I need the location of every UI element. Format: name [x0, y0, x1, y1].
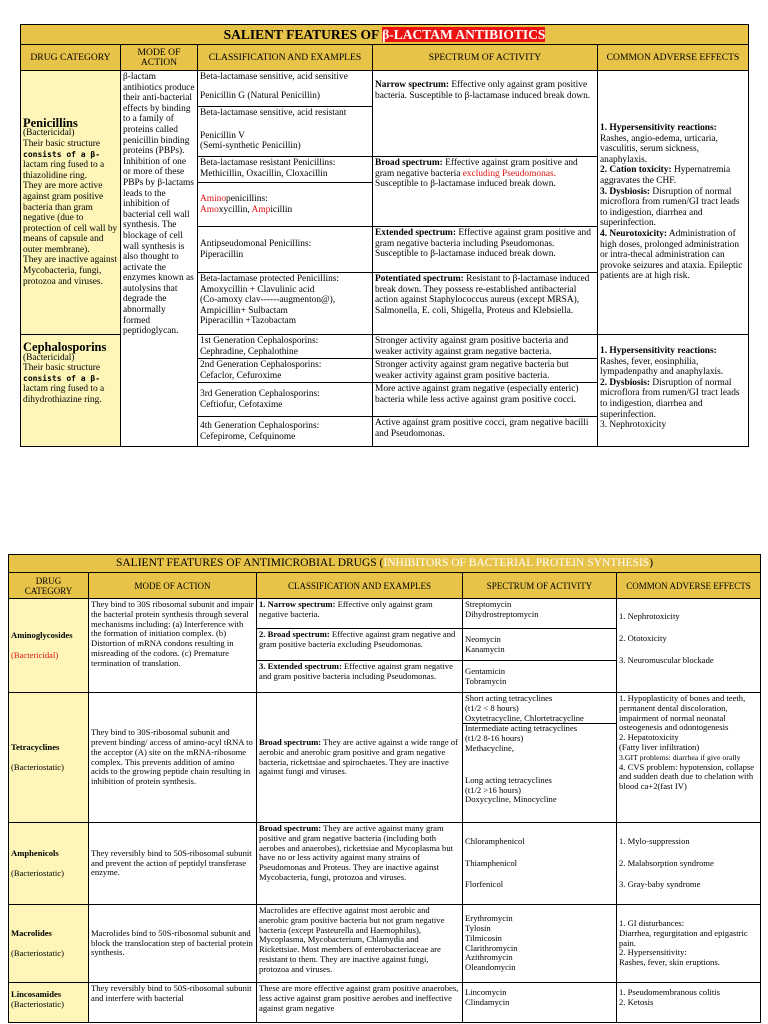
c1a: Beta-lactamase sensitive, acid sensitive: [200, 72, 348, 82]
amino-c3: Effective against gram negative and gram positive bacteria including Pseudomonas.: [259, 661, 453, 681]
t2-header-drug-category: DRUG CATEGORY: [9, 573, 89, 599]
linco-type: (Bacteriostatic): [11, 998, 64, 1009]
ca3: 3. Nephrotoxicity: [600, 420, 667, 431]
linco-e1: Lincomycin: [465, 987, 507, 997]
amino-mode: They bind to 30S ribosomal subunit and impair the bacterial protein synthesis through several mechanisms including: (a) Interference with the formation of initiation complex. (b) Distortion of mRNA condons resulting in misreading of the codons. (c) Premature termination of translation.: [89, 599, 257, 693]
pa2: Hypernatremia aggravates the CHF.: [600, 165, 731, 187]
ca2b: 2. Dysbiosis:: [600, 377, 651, 388]
class-row4: [198, 183, 373, 227]
ceph-desc1: Their basic structure: [23, 363, 101, 374]
penicillins-cell: [21, 71, 121, 335]
c2b: Penicillin V: [200, 130, 245, 141]
amphenicols-cell: [9, 823, 89, 905]
tetra-e1: Short acting tetracyclines: [465, 693, 553, 703]
tetra-e2b: (t1/2 8-16 hours): [465, 733, 524, 744]
c3b: Methicillin, Oxacillin, Cloxacillin: [200, 168, 328, 179]
c6c: (Co-amoxy clav------augmenton@),: [200, 295, 336, 306]
ceph-gen3: [198, 383, 373, 417]
amino-a1: 1. Nephrotoxicity: [619, 611, 680, 621]
c4a-red: Amino: [200, 193, 227, 204]
amino-class1: [257, 599, 463, 629]
t2-title-prefix: SALIENT FEATURES OF ANTIMICROBIAL DRUGS (: [115, 557, 384, 569]
tetra-e3c: Doxycycline, Minocycline: [465, 794, 557, 805]
tetra-a1: 1. Hypoplasticity of bones and teeth, permanent dental discoloration, impairment of normal neonatal osteogenesis and odontogenesis: [619, 693, 746, 733]
ceph-spectrum1: Stronger activity against gram positive bacteria and weaker activity against gram negative bacteria.: [373, 335, 598, 359]
linco-class: These are more effective against gram positive anaerobes, less active against gram positive aerobes and ineffective against gram negative: [257, 983, 463, 1023]
class-row2: [198, 107, 373, 157]
amphe-e3: Florfenicol: [465, 879, 504, 890]
mode-of-action-cell: β-lactam antibiotics produce their anti-bacterial effects by binding to a family of proteins called penicillin binding proteins (PBPs). Inhibition of one or more of these PBPs by β-lactams leads to the inhibition of bacterial cell wall synthesis. The blockage of cell wall synthesis is also thought to activate the enzymes known as autolysins that degrade the abnormally formed peptidoglycan.: [121, 71, 198, 447]
amino-ex1: [463, 599, 617, 629]
ceph-spectrum2: Stronger activity against gram negative bacteria but weaker activity against gram positive bacteria.: [373, 359, 598, 383]
macro-a1b: Diarrhea, regurgitation and epigastric pain.: [619, 927, 748, 948]
ceph-gen4: [198, 417, 373, 447]
g3b: Ceftiofur, Cefotaxime: [200, 399, 283, 410]
header-classification: CLASSIFICATION AND EXAMPLES: [198, 45, 373, 71]
protein-synthesis-table: [8, 554, 761, 1023]
tetra-e3b: (t1/2 >16 hours): [465, 784, 521, 795]
pen-adverse-cell: [598, 71, 749, 335]
ceph-spectrum4: Active against gram positive cocci, gram negative bacilli and Pseudomonas.: [373, 417, 598, 447]
tetracyclines-cell: [9, 693, 89, 823]
c6d: Ampicillin+ Sulbactam: [200, 305, 288, 316]
g2b: Cefaclor, Cefuroxime: [200, 370, 282, 381]
lincosamides-cell: [9, 983, 89, 1023]
amino-e1: Streptomycin: [465, 599, 512, 609]
amphe-adverse: [617, 823, 761, 905]
macro-e2: Tylosin: [465, 922, 491, 933]
tetra-class: [257, 693, 463, 823]
ceph-desc-bold: consists of a β-: [23, 373, 101, 383]
c6b: Amoxycillin + Clavulinic acid: [200, 284, 315, 295]
macro-a1: 1. GI disturbances:: [619, 918, 685, 928]
macro-e1: Erythromycin: [465, 913, 513, 924]
t2-title-suffix: ): [649, 557, 654, 569]
g2a: 2nd Generation Cephalosporins:: [200, 360, 322, 371]
pen-desc4: They are inactive against Mycobacteria, fungi, protozoa and viruses.: [23, 255, 117, 287]
header-spectrum: SPECTRUM OF ACTIVITY: [373, 45, 598, 71]
tetra-e3: Long acting tetracyclines: [465, 774, 552, 785]
amphe-a2: 2. Malabsorption syndrome: [619, 857, 714, 868]
potentiated-spectrum-cell: [373, 273, 598, 335]
amino-type: (Bactericidal): [11, 649, 59, 660]
pen-desc1: Their basic structure: [23, 138, 101, 149]
penicillins-name: Penicillins: [23, 115, 78, 130]
g1a: 1st Generation Cephalosporins:: [200, 336, 319, 346]
class-row3: [198, 157, 373, 183]
c5a: Antipseudomonal Penicillins:: [200, 238, 312, 249]
amphe-class: [257, 823, 463, 905]
ceph-type: (Bactericidal): [23, 352, 75, 363]
tetra-e2: Intermediate acting tetracyclines: [463, 723, 616, 734]
s2b: Susceptible to β-lactamase induced break down.: [375, 179, 556, 190]
amino-ex2: [463, 629, 617, 661]
amino-e2: Neomycin: [465, 633, 501, 644]
macrolides-cell: [9, 905, 89, 983]
penicillins-desc: [23, 139, 118, 181]
macro-class: Macrolides are effective against most aerobic and anerobic gram positive bacteria but not gram negative bacteria (except Pasteurella and Haemophilus), Mycoplasma, Mycobacterium, Chlamydia and Rickettsiae. Most members of enterobacteriaceae are resistant to them. They are inactive against fungi, protozoa and viruses.: [257, 905, 463, 983]
linco-name: Lincosamides: [11, 989, 62, 999]
amino-e2b: Kanamycin: [465, 643, 505, 654]
amphe-a1: 1. Mylo-suppression: [619, 835, 690, 846]
amphe-examples: [463, 823, 617, 905]
tetra-e2c: Methacycline,: [465, 742, 514, 753]
s1-bold: Narrow spectrum:: [375, 80, 450, 90]
amino-ex3: [463, 661, 617, 693]
amphe-name: Amphenicols: [11, 847, 59, 858]
c4a: penicillins:: [226, 193, 268, 204]
header-mode-of-action: MODE OF ACTION: [121, 45, 198, 71]
c6e: Piperacillin +Tazobactam: [200, 316, 296, 327]
pen-desc3: They are more active against gram positive bacteria than gram negative (due to protection of cell wall by means of capsule and outer membrane).: [23, 181, 118, 255]
g4a: 4th Generation Cephalosporins:: [200, 421, 320, 432]
pa4: Administration of high doses, prolonged administration or intra-thecal administration can provoke seizures and ataxia. Epileptic patients are at high risk.: [600, 228, 743, 282]
amphe-a3: 3. Gray-baby syndrome: [619, 879, 701, 890]
amphe-e1: Chloramphenicol: [465, 835, 525, 846]
macro-a2: 2. Hypersensitivity:: [619, 947, 687, 958]
tetra-examples: [463, 693, 617, 823]
cephalosporins-cell: [21, 335, 121, 447]
tetra-e1c: Oxytetracycline, Chlortetracycline: [465, 712, 584, 723]
c4b2: icillin: [270, 204, 293, 215]
ceph-gen2: [198, 359, 373, 383]
class-row5: [198, 227, 373, 273]
tetra-cb: Broad spectrum:: [259, 736, 322, 747]
tetra-a4: 4. CVS problem: hypotension, collapse and sudden death due to chelation with blood ca+2(fast IV): [619, 761, 755, 792]
title-highlight: β-LACTAM ANTIBIOTICS: [382, 27, 546, 42]
c2c: (Semi-synthetic Penicillin): [200, 141, 301, 152]
ca1: Rashes, fever, eosinphilia, lympadenpathy and anaphylaxis.: [600, 356, 724, 378]
cephalosporins-name: Cephalosporins: [23, 340, 107, 354]
amino-c2: Effective against gram negative and gram positive bacteria excluding Pseudomonas.: [259, 629, 456, 649]
c2a: Beta-lactamase sensitive, acid resistant: [200, 108, 347, 118]
linco-a1: 1. Pseudomembranous colitis: [619, 987, 720, 997]
amino-e3b: Tobramycin: [465, 675, 507, 686]
t2-header-spectrum: SPECTRUM OF ACTIVITY: [463, 573, 617, 599]
table1-title: [21, 25, 749, 45]
extended-spectrum-cell: [373, 227, 598, 273]
tetra-name: Tetracyclines: [11, 741, 60, 752]
t2-header-adverse: COMMON ADVERSE EFFECTS: [617, 573, 761, 599]
pa3: Disruption of normal microflora from rumen/GI tract leads to indigestion, diarrhea and superinfection.: [600, 186, 740, 229]
linco-a2: 2. Ketosis: [619, 996, 654, 1007]
ceph-gen1: [198, 335, 373, 359]
macro-a2b: Rashes, fever, skin eruptions.: [619, 957, 720, 968]
macro-e3: Tilmicosin: [465, 932, 502, 943]
linco-mode: They reversibly bind to 50S-ribosomal subunit and interfere with bacterial: [89, 983, 257, 1023]
amphe-c: They are active against many gram positive and gram negative bacteria (including both aerobes and anaerobes), rickettsiae and Mycoplasma but have no or less activity against many strains of Pseudomonas and Proteus. They are inactive against Mycobacteria, fungi, protozoa and viruses.: [259, 823, 453, 882]
amphe-type: (Bacteriostatic): [11, 867, 64, 878]
amino-c2b: 2. Broad spectrum:: [259, 629, 330, 639]
ceph-desc2: lactam ring fused to a dihydrothiazine ring.: [23, 384, 105, 405]
pa4b: 4. Neurotoxicity:: [600, 228, 667, 239]
macro-adverse: [617, 905, 761, 983]
s2-bold: Broad spectrum:: [375, 158, 443, 168]
amino-name: Aminoglycosides: [11, 629, 73, 640]
pen-desc-bold: consists of a β-: [23, 149, 101, 159]
pa1: Rashes, angio-edema, urticaria, vasculitis, serum sickness, anaphylaxis.: [600, 133, 718, 165]
class-row1: [198, 71, 373, 107]
c1b: Penicillin G (Natural Penicillin): [200, 90, 321, 101]
macro-e4: Clarithromycin: [465, 942, 518, 953]
g4b: Cefepirome, Cefquinome: [200, 431, 296, 442]
macro-e5: Azithromycin: [465, 952, 513, 963]
s2: Effective against gram positive and gram negative bacteria: [375, 158, 578, 179]
amino-a2: 2. Ototoxicity: [619, 632, 667, 643]
amino-a3: 3. Neuromuscular blockade: [619, 654, 714, 665]
amino-class2: [257, 629, 463, 661]
tetra-c: They are active against a wide range of aerobic and anerobic gram positive and gram negative bacteria, rickettsiae and spirochaetes. They are inactive against fungi and viruses.: [259, 736, 458, 777]
t2-header-mode: MODE OF ACTION: [89, 573, 257, 599]
header-drug-category: DRUG CATEGORY: [21, 45, 121, 71]
aminoglycosides-cell: [9, 599, 89, 693]
ceph-spectrum3: More active against gram negative (especially enteric) bacteria while less active against gram positive cocci.: [373, 383, 598, 417]
pen-desc2: lactam ring fused to a thiazolidine ring.: [23, 160, 105, 181]
amino-e1b: Dihydrostreptomycin: [465, 608, 539, 619]
amino-e3: Gentamicin: [465, 665, 506, 676]
amphe-cb: Broad spectrum:: [259, 823, 322, 833]
c4b-red2: Amp: [251, 204, 271, 215]
g1b: Cephradine, Cephalothine: [200, 346, 298, 357]
amino-class3: [257, 661, 463, 693]
t2-header-class: CLASSIFICATION AND EXAMPLES: [257, 573, 463, 599]
tetra-adverse: [617, 693, 761, 823]
broad-spectrum-cell: [373, 157, 598, 227]
c4b: xycillin,: [218, 204, 252, 215]
c6a: Beta-lactamase protected Penicillins:: [200, 274, 340, 284]
s3: Effective against gram positive and gram negative bacteria including Pseudomonas. Susceptible to β-lactamase induced break down.: [375, 228, 591, 260]
amino-c1b: 1. Narrow spectrum:: [259, 599, 336, 609]
amphe-e2: Thiamphenicol: [465, 857, 518, 868]
tetra-mode: They bind to 30S-ribosomal subunit and prevent binding/ access of amino-acyl tRNA to the acceptor (A) site on the mRNA-ribosome complex. This prevents addition of amino acids to the growing peptide chain resulting in inhibition of protein synthesis.: [89, 693, 257, 823]
ceph-adverse-cell: [598, 335, 749, 447]
amino-c1: Effective only against gram negative bacteria.: [259, 599, 433, 619]
s2-red: excluding Pseudomonas.: [462, 168, 556, 179]
narrow-spectrum-cell: [373, 71, 598, 157]
penicillins-type: (Bactericidal): [23, 128, 75, 139]
macro-mode: Macrolides bind to 50S-ribosomal subunit and block the translocation step of bacterial protein synthesis.: [89, 905, 257, 983]
linco-examples: [463, 983, 617, 1023]
amino-adverse: [617, 599, 761, 693]
amino-c3b: 3. Extended spectrum:: [259, 661, 342, 671]
beta-lactam-table: [20, 24, 749, 447]
macro-e6: Oleandomycin: [465, 962, 516, 973]
tetra-type: (Bacteriostatic): [11, 761, 64, 772]
linco-adverse: [617, 983, 761, 1023]
pa3b: 3. Dysbiosis:: [600, 186, 651, 197]
tetra-a3: 3.GIT problems: diarrhea if give orally: [619, 752, 741, 762]
s4-bold: Potentiated spectrum:: [375, 274, 464, 284]
tetra-e1b: (t1/2 < 8 hours): [465, 702, 519, 713]
tetra-a2: 2. Hepatotoxicity: [619, 732, 679, 743]
tetra-a2b: (Fatty liver infiltration): [619, 741, 700, 752]
header-adverse-effects: COMMON ADVERSE EFFECTS: [598, 45, 749, 71]
s3-bold: Extended spectrum:: [375, 228, 456, 238]
g3a: 3rd Generation Cephalosporins:: [200, 389, 320, 400]
linco-e2: Clindamycin: [465, 996, 510, 1007]
macro-examples: [463, 905, 617, 983]
amphe-mode: They reversibly bind to 50S-ribosomal subunit and prevent the action of peptidyl transferase enzyme.: [89, 823, 257, 905]
s1: Effective only against gram positive bacteria. Susceptible to β-lactamase induced break down.: [375, 80, 591, 101]
s4: Resistant to β-lactamase induced break down. They possess re-established antibacterial action against Staphylococcus aureus (except MRSA), Salmonella, E. coli, Shigella, Proteus and Klebsiella.: [375, 274, 590, 316]
macro-name: Macrolides: [11, 927, 52, 938]
ceph-desc: [23, 363, 118, 405]
ca2: Disruption of normal microflora from rumen/GI tract leads to indigestion, diarrhea and superinfection.: [600, 377, 740, 420]
c3a: Beta-lactamase resistant Penicillins:: [200, 158, 336, 168]
c5b: Piperacillin: [200, 249, 244, 260]
c4b-red1: Amo: [200, 204, 219, 215]
ca1b: 1. Hypersensitivity reactions:: [600, 346, 717, 356]
pa2b: 2. Cation toxicity:: [600, 165, 672, 176]
table2-title: [9, 555, 761, 573]
macro-type: (Bacteriostatic): [11, 947, 64, 958]
pa1b: 1. Hypersensitivity reactions:: [600, 123, 717, 134]
class-row6: [198, 273, 373, 335]
t2-title-highlight: INHIBITORS OF BACTERIAL PROTEIN SYNTHESIS: [383, 557, 650, 569]
title-prefix: SALIENT FEATURES OF: [223, 27, 383, 42]
